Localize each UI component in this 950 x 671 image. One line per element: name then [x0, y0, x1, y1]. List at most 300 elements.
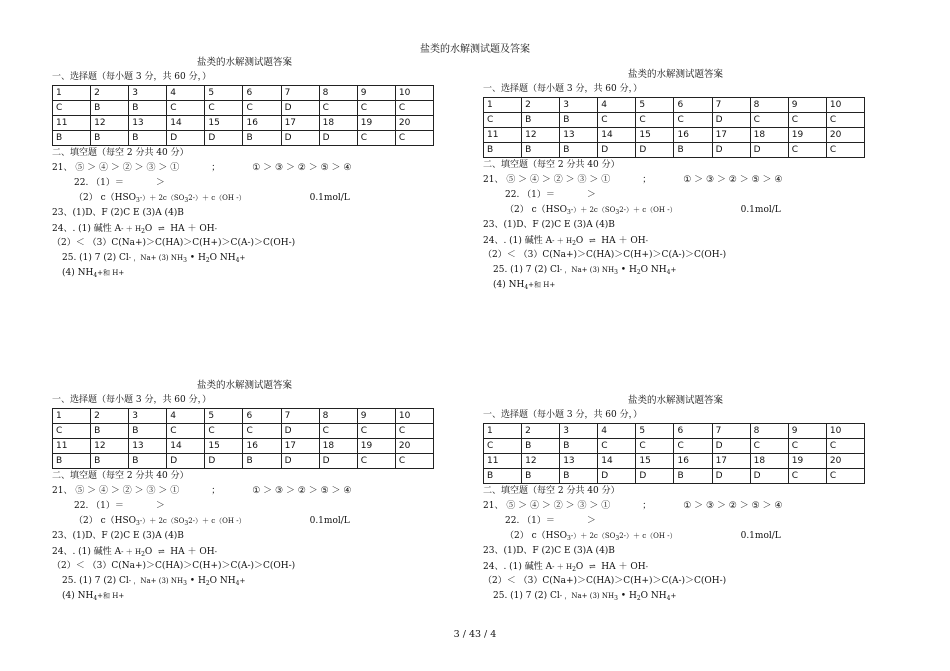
table-cell: 10 — [826, 98, 864, 113]
table-cell: B — [674, 143, 712, 158]
section-choice-heading: 一、选择题（每小题 3 分，共 60 分，） — [483, 84, 643, 94]
q25-sub2: 2 — [205, 257, 210, 264]
table-cell: 20 — [826, 128, 864, 143]
table-cell: D — [598, 143, 636, 158]
table-cell: 12 — [91, 116, 129, 131]
table-cell: D — [636, 143, 674, 158]
table-cell: C — [826, 469, 864, 484]
q24-expr-end: HA ＋ OH — [601, 562, 646, 572]
q25-dot: • H — [186, 576, 206, 586]
q24-expr-pre: 24、. (1) 碱性 A — [52, 224, 122, 234]
q25-sub1: 3 — [614, 595, 618, 602]
table-cell: C — [788, 143, 826, 158]
table-cell: D — [205, 131, 243, 146]
q21-line — [483, 499, 868, 514]
table-cell: 16 — [674, 454, 712, 469]
q25-expr-mid: - ，Na+ (3) NH — [559, 592, 615, 600]
q22-sub1: 3 — [567, 209, 571, 216]
q24-oxygen: O — [575, 236, 584, 246]
section-fill-heading: 二、填空题（每空 2 分共 40 分） — [52, 471, 189, 481]
q22-line-2 — [52, 191, 437, 206]
q24-expr-pre: 24、. (1) 碱性 A — [483, 562, 553, 572]
table-cell: C — [53, 424, 91, 439]
q22-line-2 — [52, 514, 437, 529]
q24-minus: - — [645, 563, 648, 571]
q21-separator: ； — [642, 175, 652, 185]
q25c-end: +和 H+ — [97, 592, 125, 600]
table-cell: B — [129, 101, 167, 116]
table-cell: D — [712, 113, 750, 128]
table-cell: B — [560, 469, 598, 484]
q24-line-1 — [483, 233, 868, 248]
q25-sub2: 2 — [636, 269, 641, 276]
answer-block-top-left — [52, 55, 437, 281]
q25-line-1 — [483, 589, 868, 604]
q22-expr-mid: -）＋ 2c（SO — [139, 517, 185, 525]
q25c-pre: (4) NH — [62, 591, 94, 601]
q22-greater: ＞ — [155, 178, 165, 188]
block-title: 盐类的水解测试题答案 — [627, 395, 723, 406]
table-cell: 14 — [598, 128, 636, 143]
q25-expr-pre: 25. (1) 7 (2) Cl — [493, 591, 560, 601]
table-cell: B — [53, 131, 91, 146]
table-cell: B — [53, 454, 91, 469]
q25-expr-mid: - ，Na+ (3) NH — [128, 254, 184, 262]
table-cell: D — [750, 469, 788, 484]
table-row — [53, 424, 434, 439]
table-cell: 13 — [560, 128, 598, 143]
q24-expr-mid: - ＋ H — [121, 225, 142, 233]
q25-expr-o: O NH — [640, 591, 667, 601]
table-cell: 14 — [167, 439, 205, 454]
q25-expr-mid: - ，Na+ (3) NH — [128, 577, 184, 585]
q25-dot: • H — [617, 591, 637, 601]
q25-expr-pre: 25. (1) 7 (2) Cl — [493, 265, 560, 275]
table-cell: C — [395, 454, 433, 469]
table-cell: 4 — [598, 424, 636, 439]
table-cell: C — [826, 439, 864, 454]
table-cell: 4 — [598, 98, 636, 113]
table-cell: 7 — [712, 98, 750, 113]
table-cell: 19 — [788, 128, 826, 143]
table-cell: 2 — [91, 409, 129, 424]
q23-line: 23、(1)D、F (2)C E (3)A (4)B — [483, 220, 615, 230]
table-cell: D — [750, 143, 788, 158]
q25-sub1: 3 — [614, 269, 618, 276]
table-cell: C — [826, 143, 864, 158]
table-cell: 8 — [750, 424, 788, 439]
q25-line-1 — [52, 574, 437, 589]
table-cell: D — [281, 424, 319, 439]
table-cell: 20 — [826, 454, 864, 469]
table-cell: B — [243, 454, 281, 469]
q25-expr-mid: - ，Na+ (3) NH — [559, 266, 615, 274]
table-cell: 10 — [395, 409, 433, 424]
q21-separator: ； — [211, 486, 221, 496]
table-cell: 8 — [750, 98, 788, 113]
q21-order-b: ① ＞ ③ ＞ ② ＞ ⑤ ＞ ④ — [683, 501, 783, 511]
table-row — [53, 131, 434, 146]
table-cell: 3 — [560, 98, 598, 113]
q24-line-2: （2）＜ （3）C(Na+)＞C(HA)＞C(H+)＞C(A-)＞C(OH-) — [483, 576, 727, 586]
q22-sub2: 3 — [184, 197, 189, 204]
table-cell: 6 — [674, 98, 712, 113]
table-cell: 17 — [712, 128, 750, 143]
page-title: 盐类的水解测试题及答案 — [420, 44, 530, 55]
table-cell: C — [674, 113, 712, 128]
q21-separator: ； — [211, 163, 221, 173]
q25-plus: + — [239, 577, 246, 585]
table-cell: 3 — [560, 424, 598, 439]
table-cell: 2 — [522, 424, 560, 439]
table-cell: 16 — [674, 128, 712, 143]
table-cell: 7 — [712, 424, 750, 439]
table-cell: 17 — [712, 454, 750, 469]
table-cell: 11 — [484, 454, 522, 469]
table-cell: C — [357, 131, 395, 146]
table-cell: 14 — [598, 454, 636, 469]
table-cell: B — [91, 131, 129, 146]
q22-expr-mid: -）＋ 2c（SO — [570, 206, 616, 214]
table-cell: B — [91, 454, 129, 469]
q21-line — [52, 484, 437, 499]
table-cell: B — [522, 113, 560, 128]
table-row — [484, 128, 865, 143]
q21-order-b: ① ＞ ③ ＞ ② ＞ ⑤ ＞ ④ — [252, 163, 352, 173]
table-cell: 19 — [357, 116, 395, 131]
table-cell: B — [484, 469, 522, 484]
table-cell: 6 — [243, 409, 281, 424]
table-cell: 15 — [205, 116, 243, 131]
table-cell: D — [319, 454, 357, 469]
table-cell: 15 — [205, 439, 243, 454]
table-row — [484, 113, 865, 128]
q22-expr-end: 2-）＋ c（OH -） — [619, 532, 677, 540]
table-cell: 5 — [636, 424, 674, 439]
q22-part1: 22. （1）＝ — [74, 501, 124, 511]
table-cell: 9 — [357, 409, 395, 424]
table-cell: B — [91, 101, 129, 116]
q24-sub: 2 — [141, 228, 145, 235]
table-cell: C — [636, 439, 674, 454]
q25-sub2: 2 — [636, 595, 641, 602]
q23-line: 23、(1)D、F (2)C E (3)A (4)B — [52, 208, 184, 218]
table-row — [53, 454, 434, 469]
q22-line-2 — [483, 529, 868, 544]
table-cell: 5 — [205, 409, 243, 424]
q25-expr-pre: 25. (1) 7 (2) Cl — [62, 253, 129, 263]
table-cell: C — [788, 439, 826, 454]
q24-oxygen: O — [575, 562, 584, 572]
table-cell: D — [712, 439, 750, 454]
table-cell: 17 — [281, 116, 319, 131]
q22-greater: ＞ — [586, 516, 596, 526]
table-row — [484, 469, 865, 484]
table-cell: 4 — [167, 409, 205, 424]
table-cell: 11 — [484, 128, 522, 143]
table-cell: C — [205, 101, 243, 116]
q25-plus: + — [670, 266, 677, 274]
answer-block-bottom-right — [483, 393, 868, 604]
table-cell: 20 — [395, 439, 433, 454]
equilibrium-arrow-icon: ⇌ — [588, 562, 596, 571]
table-cell: B — [129, 454, 167, 469]
q24-expr-end: HA ＋ OH — [170, 547, 215, 557]
table-row — [53, 86, 434, 101]
section-choice-heading: 一、选择题（每小题 3 分，共 60 分，） — [52, 72, 212, 82]
q25-sub1: 3 — [183, 257, 187, 264]
table-cell: 15 — [636, 454, 674, 469]
table-cell: D — [712, 143, 750, 158]
table-cell: B — [560, 113, 598, 128]
q25-expr-o: O NH — [209, 576, 236, 586]
section-choice-heading: 一、选择题（每小题 3 分，共 60 分，） — [52, 395, 212, 405]
q25-line-1 — [483, 263, 868, 278]
table-cell: B — [522, 439, 560, 454]
block-title: 盐类的水解测试题答案 — [196, 57, 292, 68]
table-row — [484, 143, 865, 158]
table-row — [53, 439, 434, 454]
table-cell: C — [484, 113, 522, 128]
table-cell: 16 — [243, 116, 281, 131]
q22-expr-pre: （2） c（HSO — [74, 193, 137, 203]
table-cell: 14 — [167, 116, 205, 131]
q24-expr-pre: 24、. (1) 碱性 A — [52, 547, 122, 557]
q24-minus: - — [214, 225, 217, 233]
table-cell: C — [395, 131, 433, 146]
table-cell: 17 — [281, 439, 319, 454]
table-cell: C — [167, 424, 205, 439]
q22-sub1: 3 — [136, 520, 140, 527]
equilibrium-arrow-icon: ⇌ — [588, 236, 596, 245]
table-cell: C — [319, 424, 357, 439]
table-cell: B — [522, 143, 560, 158]
q22-greater: ＞ — [155, 501, 165, 511]
table-cell: 7 — [281, 409, 319, 424]
table-cell: 18 — [319, 439, 357, 454]
table-cell: C — [750, 113, 788, 128]
q25-sub3: 4 — [235, 580, 240, 587]
table-cell: 9 — [357, 86, 395, 101]
section-fill-heading: 二、填空题（每空 2 分共 40 分） — [483, 486, 620, 496]
table-cell: D — [636, 469, 674, 484]
table-cell: B — [674, 469, 712, 484]
q22-value: 0.1mol/L — [309, 193, 350, 203]
table-cell: 2 — [522, 98, 560, 113]
q22-sub1: 3 — [567, 535, 571, 542]
table-cell: D — [598, 469, 636, 484]
q24-sub: 2 — [572, 240, 576, 247]
q22-part1: 22. （1）＝ — [74, 178, 124, 188]
table-cell: C — [788, 113, 826, 128]
table-row — [484, 98, 865, 113]
table-cell: 10 — [826, 424, 864, 439]
table-row — [53, 101, 434, 116]
q24-line-2: （2）＜ （3）C(Na+)＞C(HA)＞C(H+)＞C(A-)＞C(OH-) — [52, 561, 296, 571]
table-cell: 9 — [788, 424, 826, 439]
table-cell: C — [826, 113, 864, 128]
q22-value: 0.1mol/L — [309, 516, 350, 526]
table-cell: B — [129, 131, 167, 146]
q24-minus: - — [214, 548, 217, 556]
table-cell: 8 — [319, 409, 357, 424]
q24-line-1 — [483, 559, 868, 574]
q25-line-1 — [52, 251, 437, 266]
q25c-sub: 4 — [93, 272, 98, 279]
table-cell: 1 — [484, 424, 522, 439]
table-cell: 8 — [319, 86, 357, 101]
table-cell: 18 — [750, 454, 788, 469]
table-cell: 20 — [395, 116, 433, 131]
q25c-pre: (4) NH — [62, 268, 94, 278]
table-cell: 18 — [319, 116, 357, 131]
table-cell: D — [281, 454, 319, 469]
q22-expr-pre: （2） c（HSO — [505, 205, 568, 215]
q22-sub2: 3 — [615, 535, 620, 542]
q25-line-2 — [483, 278, 868, 293]
q25c-sub: 4 — [93, 595, 98, 602]
block-title: 盐类的水解测试题答案 — [196, 380, 292, 391]
table-cell: 2 — [91, 86, 129, 101]
q22-part1: 22. （1）＝ — [505, 190, 555, 200]
q22-expr-pre: （2） c（HSO — [505, 531, 568, 541]
table-row — [484, 424, 865, 439]
q22-line-1 — [483, 188, 868, 203]
table-cell: 9 — [788, 98, 826, 113]
q24-line-1 — [52, 544, 437, 559]
table-cell: C — [357, 101, 395, 116]
q21-order-a: 21、 ⑤ ＞ ④ ＞ ② ＞ ③ ＞ ① — [52, 163, 180, 173]
q22-expr-end: 2-）＋ c（OH -） — [619, 206, 677, 214]
table-cell: B — [484, 143, 522, 158]
q25-sub1: 3 — [183, 580, 187, 587]
table-cell: D — [167, 131, 205, 146]
table-cell: B — [560, 439, 598, 454]
q21-order-a: 21、 ⑤ ＞ ④ ＞ ② ＞ ③ ＞ ① — [52, 486, 180, 496]
q25-dot: • H — [186, 253, 206, 263]
table-cell: 12 — [522, 128, 560, 143]
q25c-sub: 4 — [524, 284, 529, 291]
table-cell: 15 — [636, 128, 674, 143]
answer-block-top-right — [483, 67, 868, 293]
answer-table — [52, 85, 434, 146]
q21-separator: ； — [642, 501, 652, 511]
table-cell: 12 — [91, 439, 129, 454]
table-cell: C — [243, 101, 281, 116]
q24-expr-pre: 24、. (1) 碱性 A — [483, 236, 553, 246]
q25-sub3: 4 — [666, 595, 671, 602]
q24-oxygen: O — [144, 547, 153, 557]
table-cell: C — [243, 424, 281, 439]
q25-sub3: 4 — [235, 257, 240, 264]
table-cell: 6 — [674, 424, 712, 439]
q22-line-1 — [483, 514, 868, 529]
q22-expr-mid: -）＋ 2c（SO — [570, 532, 616, 540]
table-cell: C — [357, 424, 395, 439]
q24-expr-mid: - ＋ H — [121, 548, 142, 556]
answer-table — [483, 97, 865, 158]
answer-table — [52, 408, 434, 469]
q22-expr-mid: -）＋ 2c（SO — [139, 194, 185, 202]
table-cell: C — [357, 454, 395, 469]
q25-line-2 — [52, 266, 437, 281]
table-cell: C — [484, 439, 522, 454]
table-cell: D — [319, 131, 357, 146]
table-cell: 13 — [129, 116, 167, 131]
q25-line-2 — [52, 589, 437, 604]
q22-line-1 — [52, 176, 437, 191]
q24-oxygen: O — [144, 224, 153, 234]
table-cell: 3 — [129, 86, 167, 101]
q21-line — [52, 161, 437, 176]
q25-expr-o: O NH — [640, 265, 667, 275]
table-cell: 19 — [357, 439, 395, 454]
q24-expr-end: HA ＋ OH — [601, 236, 646, 246]
equilibrium-arrow-icon: ⇌ — [157, 547, 165, 556]
q24-expr-mid: - ＋ H — [552, 237, 573, 245]
table-cell: C — [598, 113, 636, 128]
q25-expr-pre: 25. (1) 7 (2) Cl — [62, 576, 129, 586]
q21-order-b: ① ＞ ③ ＞ ② ＞ ⑤ ＞ ④ — [683, 175, 783, 185]
table-cell: 13 — [560, 454, 598, 469]
q22-value: 0.1mol/L — [740, 205, 781, 215]
table-cell: 11 — [53, 439, 91, 454]
q25-dot: • H — [617, 265, 637, 275]
table-cell: B — [129, 424, 167, 439]
table-cell: C — [636, 113, 674, 128]
table-cell: C — [205, 424, 243, 439]
table-row — [53, 409, 434, 424]
table-cell: 1 — [53, 409, 91, 424]
table-cell: 6 — [243, 86, 281, 101]
table-cell: C — [788, 469, 826, 484]
equilibrium-arrow-icon: ⇌ — [157, 224, 165, 233]
q22-sub2: 3 — [615, 209, 620, 216]
section-fill-heading: 二、填空题（每空 2 分共 40 分） — [52, 148, 189, 158]
q23-line: 23、(1)D、F (2)C E (3)A (4)B — [483, 546, 615, 556]
table-cell: C — [750, 439, 788, 454]
q25c-end: +和 H+ — [528, 281, 556, 289]
table-cell: 16 — [243, 439, 281, 454]
answer-table — [483, 423, 865, 484]
q22-expr-pre: （2） c（HSO — [74, 516, 137, 526]
q25-plus: + — [239, 254, 246, 262]
q22-expr-end: 2-）＋ c（OH -） — [188, 517, 246, 525]
q24-sub: 2 — [141, 551, 145, 558]
q22-value: 0.1mol/L — [740, 531, 781, 541]
table-cell: 5 — [205, 86, 243, 101]
table-cell: B — [522, 469, 560, 484]
q25-sub3: 4 — [666, 269, 671, 276]
table-cell: D — [205, 454, 243, 469]
q22-greater: ＞ — [586, 190, 596, 200]
table-cell: 3 — [129, 409, 167, 424]
q24-minus: - — [645, 237, 648, 245]
q21-order-a: 21、 ⑤ ＞ ④ ＞ ② ＞ ③ ＞ ① — [483, 175, 611, 185]
q22-part1: 22. （1）＝ — [505, 516, 555, 526]
table-cell: 5 — [636, 98, 674, 113]
page-number: 3 / 43 / 4 — [453, 629, 497, 640]
q25-sub2: 2 — [205, 580, 210, 587]
q24-line-2: （2）＜ （3）C(Na+)＞C(HA)＞C(H+)＞C(A-)＞C(OH-) — [483, 250, 727, 260]
table-cell: C — [598, 439, 636, 454]
q23-line: 23、(1)D、F (2)C E (3)A (4)B — [52, 531, 184, 541]
table-row — [53, 116, 434, 131]
q22-sub1: 3 — [136, 197, 140, 204]
table-cell: C — [53, 101, 91, 116]
q22-sub2: 3 — [184, 520, 189, 527]
q25-plus: + — [670, 592, 677, 600]
